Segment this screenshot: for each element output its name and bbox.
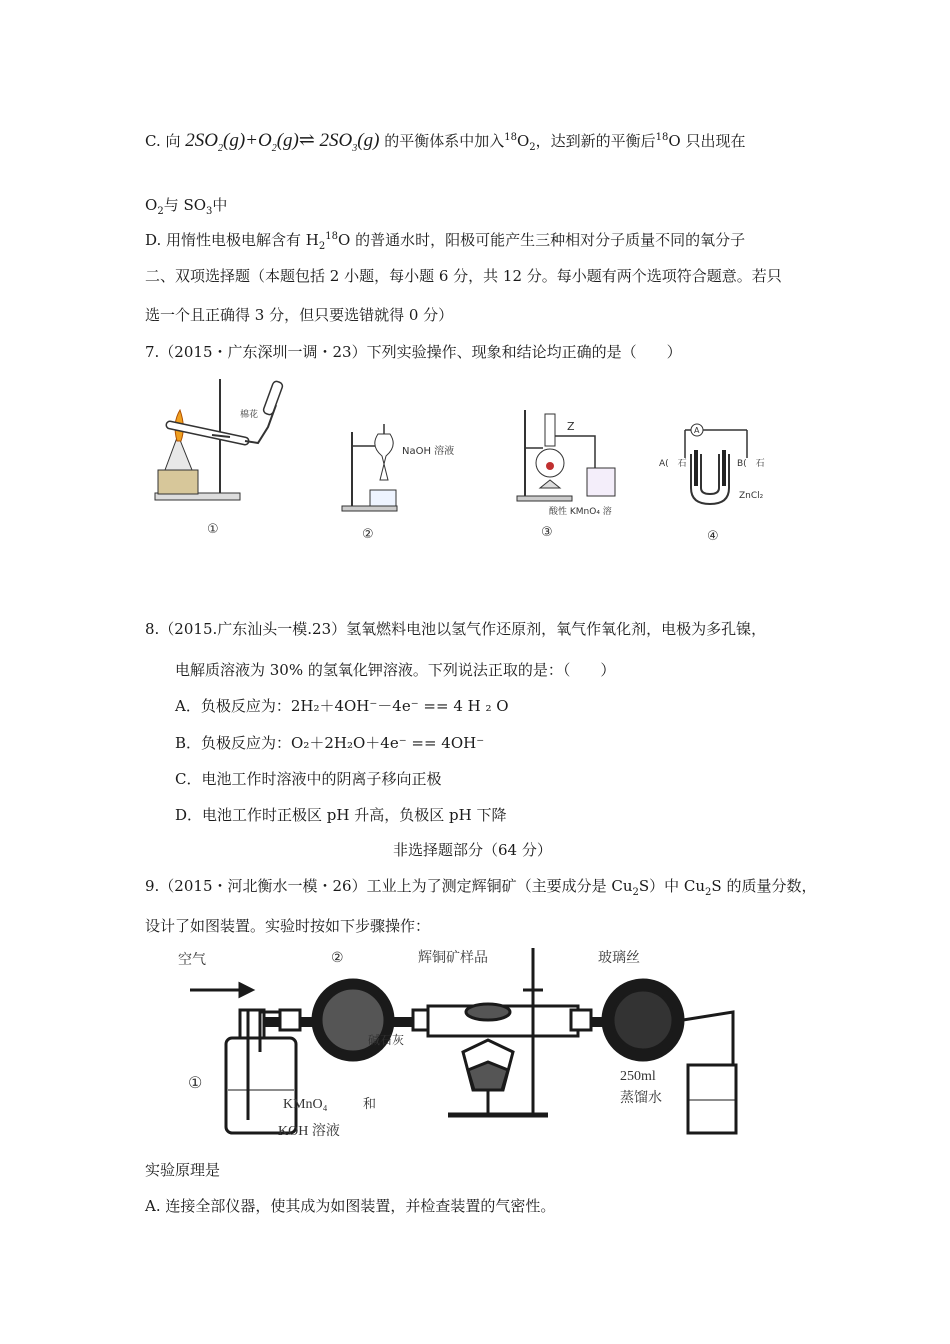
part-title: 非选择题部分（64 分） — [393, 841, 552, 859]
option-c-prefix: C. 向 — [145, 132, 181, 150]
q9-num2: ② — [331, 951, 344, 966]
apparatus-3 — [515, 408, 655, 543]
equilibrium-equation: $2SO_2(g)+O_2(g)\rightleftharpoons$ $2SO_3(g)$ — [185, 130, 380, 154]
option-d: D．电池工作时正极区 pH 升高，负极区 pH 下降 — [175, 806, 507, 824]
option-a: A．负极反应为：2H₂＋4OH⁻－4e⁻ == 4 H ₂ O — [175, 697, 509, 715]
option-b: B．负极反应为：O₂＋2H₂O＋4e⁻ == 4OH⁻ — [175, 734, 485, 752]
section-heading-cont: 选一个且正确得 3 分，但只要选错就得 0 分） — [145, 306, 454, 324]
f2-annot: NaOH 溶液 — [402, 446, 455, 457]
question-9-stem: 9.（2015・河北衡水一模・26）工业上为了测定辉铜矿（主要成分是 $Cu_2S$）中 $Cu_2S$ 的质量分数， — [145, 877, 817, 898]
question-9-stem-cont: 设计了如图装置。实验时按如下步骤操作： — [145, 917, 431, 935]
option-d-line: D. 用惰性电极电解含有 $H_2^{18}O$ 的普通水时，阳极可能产生三种相对分子质量不同的氧分子 — [145, 231, 746, 252]
q9-glasswool: 玻璃丝 — [598, 951, 640, 966]
q9-sample: 辉铜矿样品 — [418, 951, 488, 966]
f2-label: ② — [362, 527, 374, 542]
f1-annot: 棉花 — [240, 410, 259, 420]
question-7-stem: 7.（2015・广东深圳一调・23）下列实验操作、现象和结论均正确的是（ ） — [145, 343, 682, 361]
f1-label: ① — [207, 522, 219, 537]
step-a-line: A. 连接全部仪器，使其成为如图装置，并检查装置的气密性。 — [145, 1197, 556, 1215]
f4-annot-a: A( 石 — [659, 459, 687, 469]
apparatus-1 — [150, 375, 300, 545]
q9-vol: 250ml — [620, 1069, 656, 1084]
f4-meter: A — [694, 426, 700, 435]
f3-annot-z: Z — [567, 420, 575, 433]
apparatus-2 — [340, 420, 470, 545]
option-c-line: C. 向 $2SO_2(g)+O_2(g)\rightleftharpoons$ $2SO_3(g)$ 的平衡体系中加入$^{18}O_2$，达到新的平衡后$^{18}$O 只出现在 — [145, 130, 746, 154]
question-8-stem-cont: 电解质溶液为 30% 的氢氧化钾溶液。下列说法正取的是：（ ） — [175, 661, 616, 679]
f3-label: ③ — [541, 525, 553, 540]
q9-and: 和 — [363, 1096, 377, 1111]
option-c: C．电池工作时溶液中的阴离子移向正极 — [175, 770, 442, 788]
q9-sodalime: 碱石灰 — [368, 1033, 405, 1047]
principle-line: 实验原理是 — [145, 1161, 221, 1179]
q9-num1: ① — [188, 1075, 203, 1092]
question-8-stem: 8.（2015.广东汕头一模.23）氢氧燃料电池以氢气作还原剂，氧气作氧化剂，电极为多孔镍， — [145, 620, 767, 638]
f4-annot-zn: ZnCl₂ — [739, 491, 764, 501]
f4-annot-b: B( 石 — [737, 459, 765, 469]
section-heading: 二、双项选择题（本题包括 2 小题，每小题 6 分，共 12 分。每小题有两个选项符合题意。若只 — [145, 267, 782, 285]
option-c-line2: $O_2$与 $SO_3$中 — [145, 196, 228, 217]
apparatus-q9 — [148, 940, 788, 1148]
f3-annot: 酸性 KMnO₄ 溶 — [549, 507, 612, 517]
apparatus-4 — [655, 418, 785, 543]
q9-koh: KOH 溶液 — [278, 1124, 340, 1139]
q9-water: 蒸馏水 — [620, 1091, 662, 1106]
q9-kmno4: KMnO₄ — [283, 1097, 328, 1112]
f4-label: ④ — [707, 529, 719, 543]
q9-air: 空气 — [178, 953, 206, 968]
